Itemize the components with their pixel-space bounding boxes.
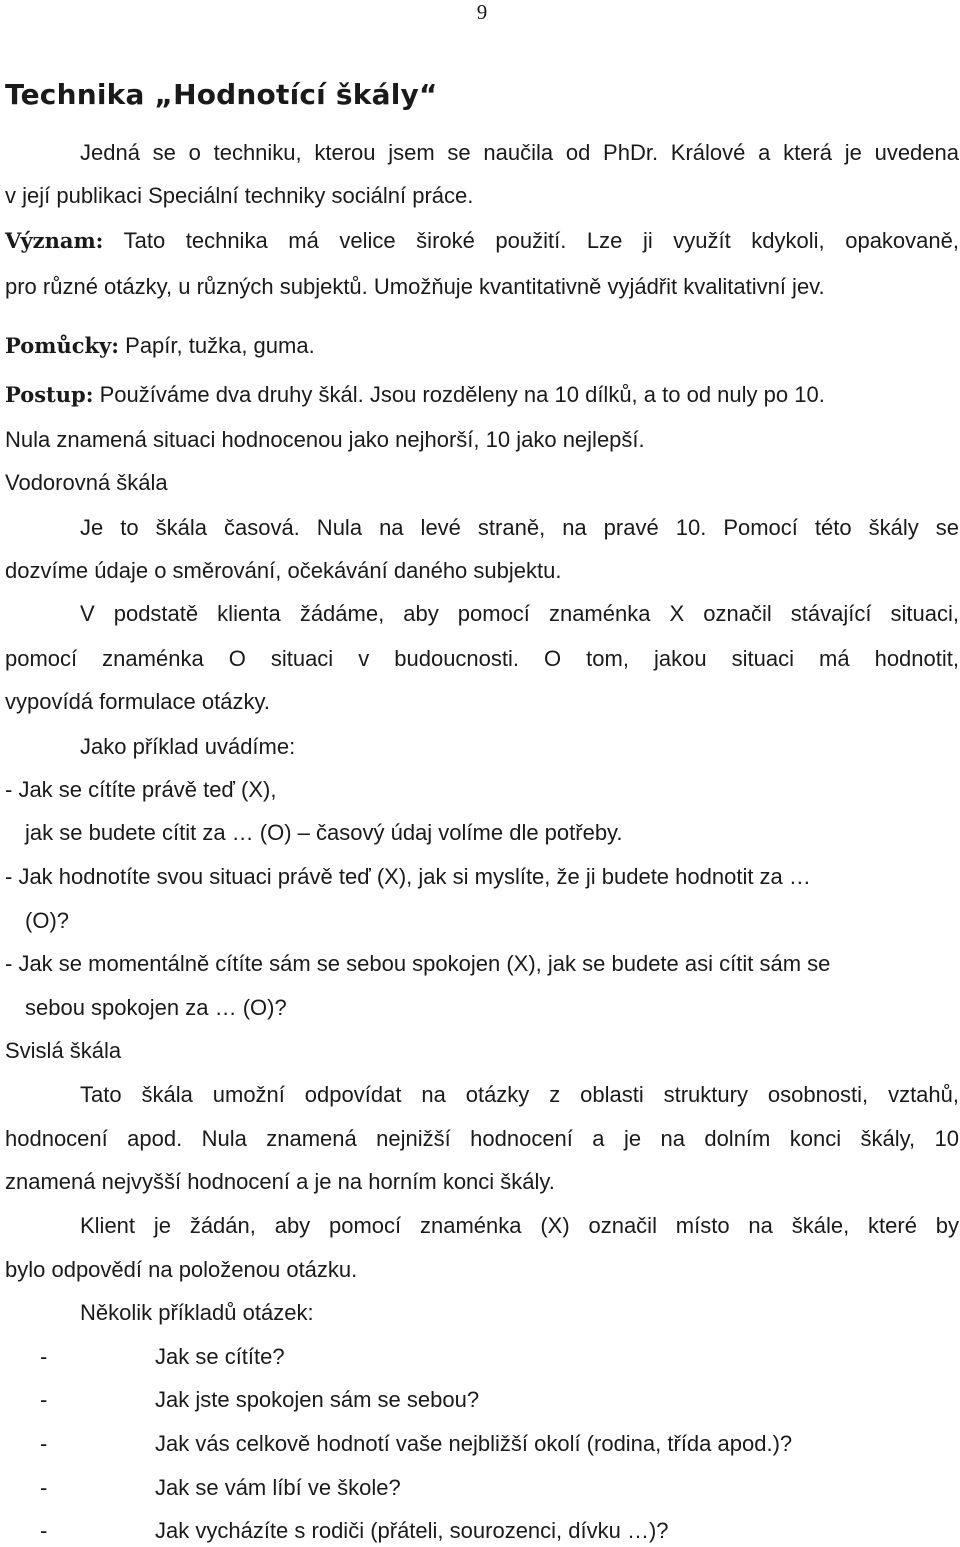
list-bullet: - <box>40 1518 48 1543</box>
question-text: Jak se vám líbí ve škole? <box>155 1475 401 1500</box>
example-line: - Jak se cítíte právě teď (X), <box>5 777 277 802</box>
list-item <box>0 1389 960 1413</box>
postup-label: Postup: <box>5 382 94 407</box>
list-bullet: - <box>40 1475 48 1500</box>
pomucky-label: Pomůcky: <box>5 333 120 358</box>
section-heading-vodorovna: Vodorovná škála <box>5 470 168 495</box>
list-bullet: - <box>40 1344 48 1369</box>
postup-text: Používáme dva druhy škál. Jsou rozděleny na 10 dílků, a to od nuly po 10. <box>99 382 825 407</box>
pomucky-line <box>5 335 315 357</box>
list-bullet: - <box>40 1387 48 1412</box>
list-item <box>0 1520 960 1544</box>
question-text: Jak vycházíte s rodiči (přáteli, sourozenci, dívku …)? <box>155 1518 669 1543</box>
paragraph-line: V podstatě klienta žádáme, aby pomocí znaménka X označil stávající situaci, <box>80 601 959 626</box>
question-text: Jak vás celkově hodnotí vaše nejbližší okolí (rodina, třída apod.)? <box>155 1431 793 1456</box>
paragraph-line: Tato škála umožní odpovídat na otázky z oblasti struktury osobnosti, vztahů, <box>80 1082 959 1107</box>
example-line: - Jak hodnotíte svou situaci právě teď (X), jak si myslíte, že ji budete hodnotit za … <box>5 864 811 889</box>
paragraph-line: Klient je žádán, aby pomocí znaménka (X) označil místo na škále, které by <box>80 1213 959 1238</box>
section-heading-svisla: Svislá škála <box>5 1038 122 1063</box>
example-line: - Jak se momentálně cítíte sám se sebou spokojen (X), jak se budete asi cítit sám se <box>5 951 831 976</box>
paragraph-line: znamená nejvyšší hodnocení a je na horním konci škály. <box>5 1169 555 1194</box>
paragraph-line: v její publikaci Speciální techniky sociální práce. <box>5 183 474 208</box>
list-bullet: - <box>40 1431 48 1456</box>
paragraph-line: Jedná se o techniku, kterou jsem se naučila od PhDr. Králové a která je uvedena <box>80 140 959 165</box>
vyznam-text: Tato technika má velice široké použití. Lze ji využít kdykoli, opakovaně, <box>123 228 959 253</box>
list-item <box>0 1346 960 1370</box>
postup-line <box>5 384 825 406</box>
paragraph-line: Jako příklad uvádíme: <box>80 734 296 759</box>
example-line: sebou spokojen za … (O)? <box>25 995 287 1020</box>
vyznam-label: Význam: <box>5 228 104 253</box>
paragraph-line: Nula znamená situaci hodnocenou jako nejhorší, 10 jako nejlepší. <box>5 427 645 452</box>
list-item <box>0 1477 960 1501</box>
example-line: (O)? <box>25 908 69 933</box>
paragraph-line: pomocí znaménka O situaci v budoucnosti. O tom, jakou situaci má hodnotit, <box>5 646 959 671</box>
paragraph-line: Je to škála časová. Nula na levé straně, na pravé 10. Pomocí této škály se <box>80 515 959 540</box>
paragraph-line: bylo odpovědí na položenou otázku. <box>5 1257 358 1282</box>
page-title: Technika „Hodnotící škály“ <box>5 78 438 111</box>
page-number: 9 <box>476 0 488 24</box>
question-text: Jak se cítíte? <box>155 1344 285 1369</box>
pomucky-text: Papír, tužka, guma. <box>125 333 315 358</box>
question-text: Jak jste spokojen sám se sebou? <box>155 1387 480 1412</box>
paragraph-line: vypovídá formulace otázky. <box>5 689 270 714</box>
vyznam-line <box>5 230 959 252</box>
paragraph-line: dozvíme údaje o směrování, očekávání daného subjektu. <box>5 558 562 583</box>
paragraph-line: pro různé otázky, u různých subjektů. Umožňuje kvantitativně vyjádřit kvalitativní jev. <box>5 274 825 299</box>
paragraph-line: Několik příkladů otázek: <box>80 1300 314 1325</box>
list-item <box>0 1433 960 1457</box>
example-line: jak se budete cítit za … (O) – časový údaj volíme dle potřeby. <box>25 820 623 845</box>
paragraph-line: hodnocení apod. Nula znamená nejnižší hodnocení a je na dolním konci škály, 10 <box>5 1126 959 1151</box>
